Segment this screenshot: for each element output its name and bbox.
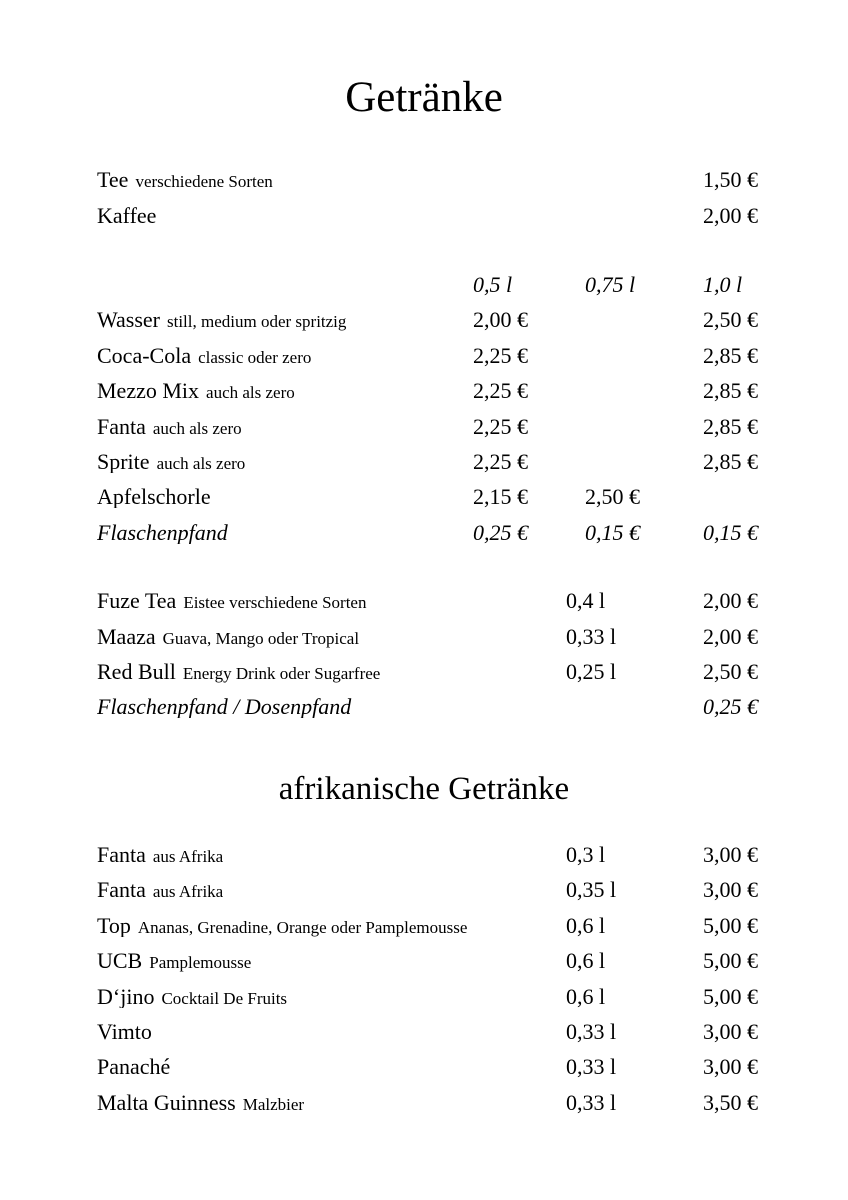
item-name: D‘jino <box>97 985 155 1008</box>
item-price: 2,00 € <box>703 623 758 649</box>
item-desc: auch als zero <box>156 454 246 474</box>
item-price: 3,50 € <box>703 1089 758 1115</box>
item-name: Malta Guinness <box>97 1091 236 1114</box>
item-price: 1,50 € <box>703 167 758 193</box>
menu-row <box>0 303 848 338</box>
price-05l: 2,25 € <box>473 449 528 475</box>
item-name: Vimto <box>97 1020 152 1043</box>
price-10l: 2,85 € <box>703 342 758 368</box>
item-name: Kaffee <box>97 204 157 227</box>
price-05l: 2,15 € <box>473 484 528 510</box>
menu-row <box>0 374 848 409</box>
item-name: Panaché <box>97 1056 171 1079</box>
item-size: 0,3 l <box>566 842 606 867</box>
item-name: Maaza <box>97 625 156 648</box>
item-name: Flaschenpfand / Dosenpfand <box>97 696 352 719</box>
item-price: 3,00 € <box>703 842 758 867</box>
menu-row <box>0 1014 848 1049</box>
item-price: 3,00 € <box>703 1054 758 1080</box>
item-desc: aus Afrika <box>152 847 224 866</box>
item-desc: classic oder zero <box>198 347 312 367</box>
price-10l: 2,85 € <box>703 449 758 475</box>
size-header-row <box>0 267 848 302</box>
item-size: 0,33 l <box>566 1054 617 1080</box>
menu-row <box>0 1085 848 1120</box>
price-05l: 0,25 € <box>473 519 528 545</box>
menu-row <box>0 338 848 373</box>
menu-row <box>0 409 848 444</box>
item-name: Fanta <box>97 844 146 866</box>
item-name: Fanta <box>97 879 146 902</box>
price-10l: 0,15 € <box>703 519 758 545</box>
item-name: Fanta <box>97 415 146 438</box>
item-desc: Malzbier <box>242 1094 305 1114</box>
item-name: Mezzo Mix <box>97 380 200 403</box>
item-name: Apfelschorle <box>97 486 211 509</box>
item-size: 0,33 l <box>566 623 617 649</box>
item-price: 3,00 € <box>703 1018 758 1044</box>
menu-title: Getränke <box>345 74 503 121</box>
african-section-title: afrikanische Getränke <box>278 771 570 808</box>
item-name: UCB <box>97 950 143 973</box>
item-desc: Ananas, Grenadine, Orange oder Pamplemousse <box>137 917 468 937</box>
menu-row <box>0 198 848 233</box>
menu-row <box>0 908 848 943</box>
deposit-row <box>0 515 848 550</box>
menu-row <box>0 163 848 198</box>
item-desc: auch als zero <box>152 418 242 438</box>
item-size: 0,33 l <box>566 1018 617 1044</box>
item-name: Top <box>97 914 131 937</box>
menu-row <box>0 979 848 1014</box>
price-05l: 2,00 € <box>473 307 528 333</box>
african-drinks-group <box>0 837 848 1120</box>
menu-row <box>0 654 848 689</box>
item-name: Fuze Tea <box>97 590 177 613</box>
item-name: Flaschenpfand <box>97 521 228 544</box>
item-desc: Energy Drink oder Sugarfree <box>182 663 381 683</box>
item-size: 0,35 l <box>566 877 617 903</box>
item-name: Tee <box>97 169 129 192</box>
item-desc: auch als zero <box>206 383 295 403</box>
menu-row <box>0 873 848 908</box>
price-10l: 2,85 € <box>703 413 758 439</box>
item-name: Wasser <box>97 309 160 332</box>
item-name: Sprite <box>97 451 150 474</box>
menu-row <box>0 1050 848 1085</box>
item-size: 0,6 l <box>566 983 606 1009</box>
menu-row <box>0 480 848 515</box>
soft-drinks-group <box>0 267 848 550</box>
price-10l: 2,50 € <box>703 307 758 333</box>
menu-row <box>0 444 848 479</box>
bottled-drinks-group <box>0 584 848 726</box>
price-075l: 0,15 € <box>585 519 640 545</box>
deposit-row <box>0 690 848 725</box>
size-header-10l: 1,0 l <box>703 272 743 298</box>
price-05l: 2,25 € <box>473 342 528 368</box>
price-05l: 2,25 € <box>473 378 528 404</box>
item-desc: Pamplemousse <box>149 953 252 973</box>
item-price: 5,00 € <box>703 948 758 974</box>
menu-row <box>0 619 848 654</box>
item-price: 2,00 € <box>703 202 758 228</box>
menu-row <box>0 837 848 872</box>
hot-drinks-group <box>0 163 848 234</box>
price-05l: 2,25 € <box>473 413 528 439</box>
item-size: 0,6 l <box>566 912 606 938</box>
item-name: Coca-Cola <box>97 344 192 367</box>
menu-row <box>0 584 848 619</box>
item-price: 5,00 € <box>703 912 758 938</box>
price-10l: 2,85 € <box>703 378 758 404</box>
menu-row <box>0 943 848 978</box>
item-price: 3,00 € <box>703 877 758 903</box>
item-size: 0,33 l <box>566 1089 617 1115</box>
price-075l: 2,50 € <box>585 484 640 510</box>
item-desc: Cocktail De Fruits <box>161 988 288 1008</box>
item-size: 0,6 l <box>566 948 606 974</box>
item-name: Red Bull <box>97 660 176 683</box>
item-price: 2,50 € <box>703 658 758 684</box>
item-size: 0,4 l <box>566 588 606 614</box>
item-size: 0,25 l <box>566 658 617 684</box>
item-price: 0,25 € <box>703 694 758 720</box>
item-price: 5,00 € <box>703 983 758 1009</box>
item-desc: aus Afrika <box>152 882 224 902</box>
item-desc: still, medium oder spritzig <box>166 312 347 332</box>
size-header-05l: 0,5 l <box>473 272 513 298</box>
size-header-075l: 0,75 l <box>585 272 636 298</box>
item-desc: Guava, Mango oder Tropical <box>162 628 360 648</box>
item-desc: verschiedene Sorten <box>135 172 273 192</box>
item-desc: Eistee verschiedene Sorten <box>183 593 367 613</box>
item-price: 2,00 € <box>703 588 758 614</box>
